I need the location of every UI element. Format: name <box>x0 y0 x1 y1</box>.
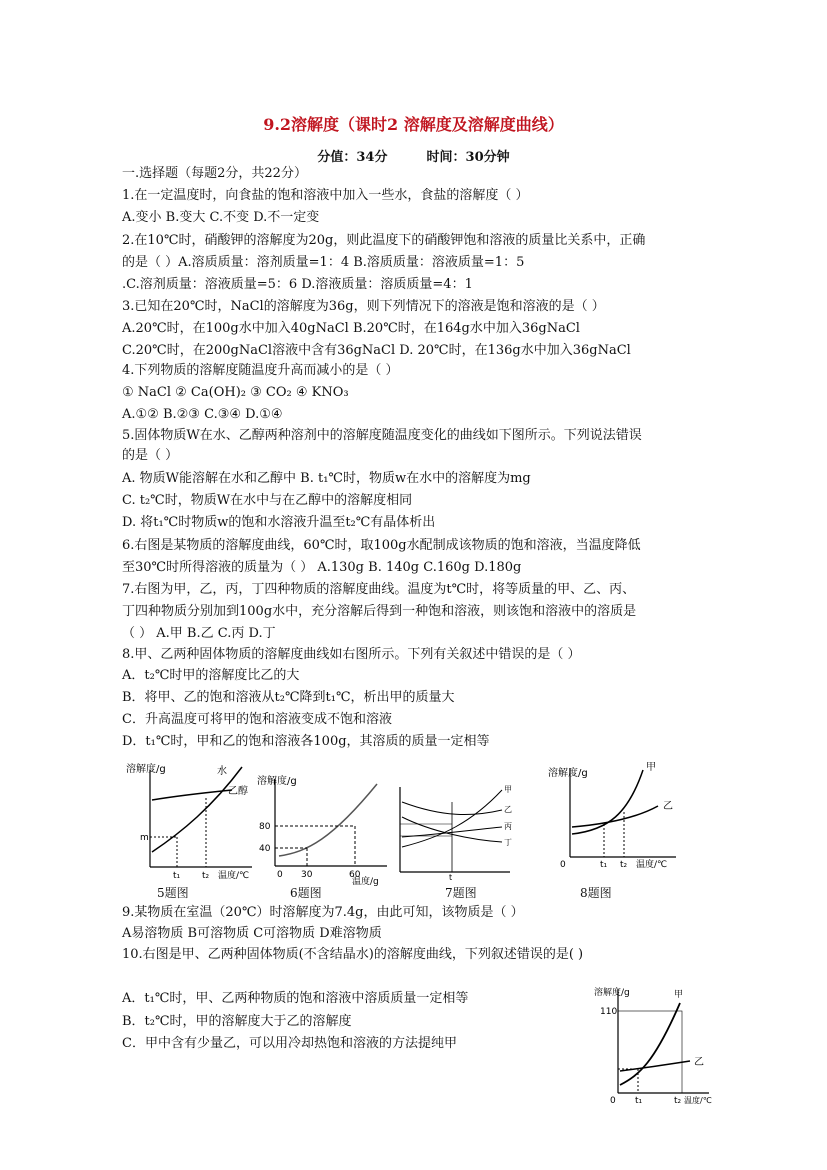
fig5-t1-label: t₁ <box>173 871 181 881</box>
question-8-option-c: C．升高温度可将甲的饱和溶液变成不饱和溶液 <box>122 712 392 727</box>
fig7-t: t <box>449 873 453 882</box>
fig6-ylabel: 溶解度/g <box>257 776 297 787</box>
score: 分值：34分 <box>317 150 388 165</box>
question-7-cont: 丁四种物质分别加到100g水中，充分溶解后得到一种饱和溶液，则该饱和溶液中的溶质是 <box>122 604 637 619</box>
question-6-cont: 至30℃时所得溶液的质量为（ ） A.130g B. 140g C.160g D.180g <box>122 560 522 575</box>
question-7-options: （ ） A.甲 B.乙 C.丙 D.丁 <box>122 626 276 641</box>
question-5-options-ab: A. 物质W能溶解在水和乙醇中 B. t₁℃时，物质w在水中的溶解度为mg <box>122 471 531 486</box>
figure-7-caption: 7题图 <box>445 886 477 900</box>
fig5-ylabel: 溶解度/g <box>126 764 166 775</box>
figure-6-chart <box>257 774 392 886</box>
question-8: 8.甲、乙两种固体物质的溶解度曲线如右图所示。下列有关叙述中错误的是（ ） <box>122 647 581 662</box>
figure-5-caption: 5题图 <box>157 886 189 900</box>
fig8-jia: 甲 <box>646 762 656 773</box>
figure-8-chart <box>548 762 683 874</box>
fig8-xlabel: 温度/℃ <box>636 860 668 870</box>
question-9: 9.某物质在室温（20℃）时溶解度为7.4g，由此可知，该物质是（ ） <box>122 905 524 920</box>
page-title: 9.2溶解度（课时2 溶解度及溶解度曲线） <box>263 115 564 134</box>
question-5-option-d: D. 将t₁℃时物质w的饱和水溶液升温至t₂℃有晶体析出 <box>122 515 436 530</box>
question-10-option-b: B．t₂℃时，甲的溶解度大于乙的溶解度 <box>122 1014 352 1029</box>
fig7-ding: 丁 <box>504 838 512 847</box>
fig6-x60: 60 <box>349 870 361 880</box>
question-5-cont: 的是（ ） <box>122 448 179 463</box>
question-7: 7.右图为甲，乙，丙，丁四种物质的溶解度曲线。温度为t℃时，将等质量的甲、乙、丙、 <box>122 582 636 597</box>
fig6-xlabel: 温度/g <box>352 877 379 886</box>
section-heading: 一.选择题（每题2分，共22分） <box>122 166 307 181</box>
score-time-line <box>0 146 827 165</box>
fig7-bing: 丙 <box>504 822 512 831</box>
fig5-m-label: m <box>140 833 149 843</box>
question-1-options: A.变小 B.变大 C.不变 D.不一定变 <box>122 210 320 225</box>
question-9-options: A易溶物质 B可溶物质 C可溶物质 D难溶物质 <box>122 926 382 941</box>
figure-5-chart <box>122 762 257 882</box>
fig8-origin: 0 <box>560 860 566 870</box>
fig10-jia: 甲 <box>674 990 684 1000</box>
figure-7-chart <box>392 782 517 882</box>
fig10-xlabel: 温度/℃ <box>684 1096 712 1105</box>
fig8-t1: t₁ <box>600 860 608 870</box>
question-3-options-cd: C.20℃时，在200gNaCl溶液中含有36gNaCl D. 20℃时，在136g水中加入36gNaCl <box>122 343 631 358</box>
question-6: 6.右图是某物质的溶解度曲线，60℃时，取100g水配制成该物质的饱和溶液，当温度降低 <box>122 538 641 553</box>
fig6-y40: 40 <box>259 844 271 854</box>
fig5-ethanol-label: 乙醇 <box>228 786 248 797</box>
question-4: 4.下列物质的溶解度随温度升高而减小的是（ ） <box>122 363 399 378</box>
fig10-yi: 乙 <box>694 1057 704 1068</box>
question-4-options: A.①② B.②③ C.③④ D.①④ <box>122 407 283 422</box>
fig7-jia: 甲 <box>504 785 512 794</box>
fig6-x0: 0 <box>277 870 283 880</box>
question-8-option-b: B．将甲、乙的饱和溶液从t₂℃降到t₁℃，析出甲的质量大 <box>122 690 455 705</box>
question-10-option-c: C．甲中含有少量乙，可以用冷却热饱和溶液的方法提纯甲 <box>122 1036 457 1051</box>
question-10-option-a: A．t₁℃时，甲、乙两种物质的饱和溶液中溶质质量一定相等 <box>122 991 469 1006</box>
fig5-xlabel: 温度/℃ <box>218 871 250 881</box>
question-2-options-cd: .C.溶剂质量：溶液质量=5：6 D.溶液质量：溶质质量=4：1 <box>122 277 473 292</box>
question-1: 1.在一定温度时，向食盐的饱和溶液中加入一些水，食盐的溶解度（ ） <box>122 188 529 203</box>
fig8-yi: 乙 <box>663 801 673 812</box>
fig8-t2: t₂ <box>620 860 628 870</box>
question-4-items: ① NaCl ② Ca(OH)₂ ③ CO₂ ④ KNO₃ <box>122 385 349 400</box>
time-limit: 时间：30分钟 <box>426 150 510 165</box>
fig6-x30: 30 <box>301 870 313 880</box>
fig10-t1: t₁ <box>635 1096 643 1106</box>
question-5: 5.固体物质W在水、乙醇两种溶剂中的溶解度随温度变化的曲线如下图所示。下列说法错误 <box>122 428 642 443</box>
question-8-option-d: D．t₁℃时，甲和乙的饱和溶液各100g，其溶质的质量一定相等 <box>122 734 490 749</box>
fig10-ylabel: 溶解度/g <box>594 988 630 998</box>
fig10-t2: t₂ <box>674 1096 682 1106</box>
figure-8-caption: 8题图 <box>580 886 612 900</box>
figure-6-caption: 6题图 <box>290 886 322 900</box>
fig10-y110: 110 <box>600 1007 618 1017</box>
question-10: 10.右图是甲、乙两种固体物质(不含结晶水)的溶解度曲线，下列叙述错误的是( ) <box>122 947 584 962</box>
question-2-options-ab: 的是（ ）A.溶质质量：溶剂质量=1：4 B.溶质质量：溶液质量=1：5 <box>122 255 525 270</box>
fig8-ylabel: 溶解度/g <box>548 768 588 779</box>
question-8-option-a: A．t₂℃时甲的溶解度比乙的大 <box>122 668 300 683</box>
fig6-y80: 80 <box>259 822 271 832</box>
fig10-origin: 0 <box>610 1096 616 1106</box>
fig7-yi: 乙 <box>504 805 512 814</box>
question-2: 2.在10℃时，硝酸钾的溶解度为20g，则此温度下的硝酸钾饱和溶液的质量比关系中，正确 <box>122 233 646 248</box>
fig5-water-label: 水 <box>217 766 227 777</box>
question-3: 3.已知在20℃时，NaCl的溶解度为36g，则下列情况下的溶液是饱和溶液的是（ ） <box>122 299 605 314</box>
fig5-t2-label: t₂ <box>202 871 210 881</box>
figure-10-chart <box>594 983 719 1111</box>
question-3-options-ab: A.20℃时，在100g水中加入40gNaCl B.20℃时，在164g水中加入36gNaCl <box>122 321 580 336</box>
question-5-option-c: C. t₂℃时，物质W在水中与在乙醇中的溶解度相同 <box>122 493 413 508</box>
